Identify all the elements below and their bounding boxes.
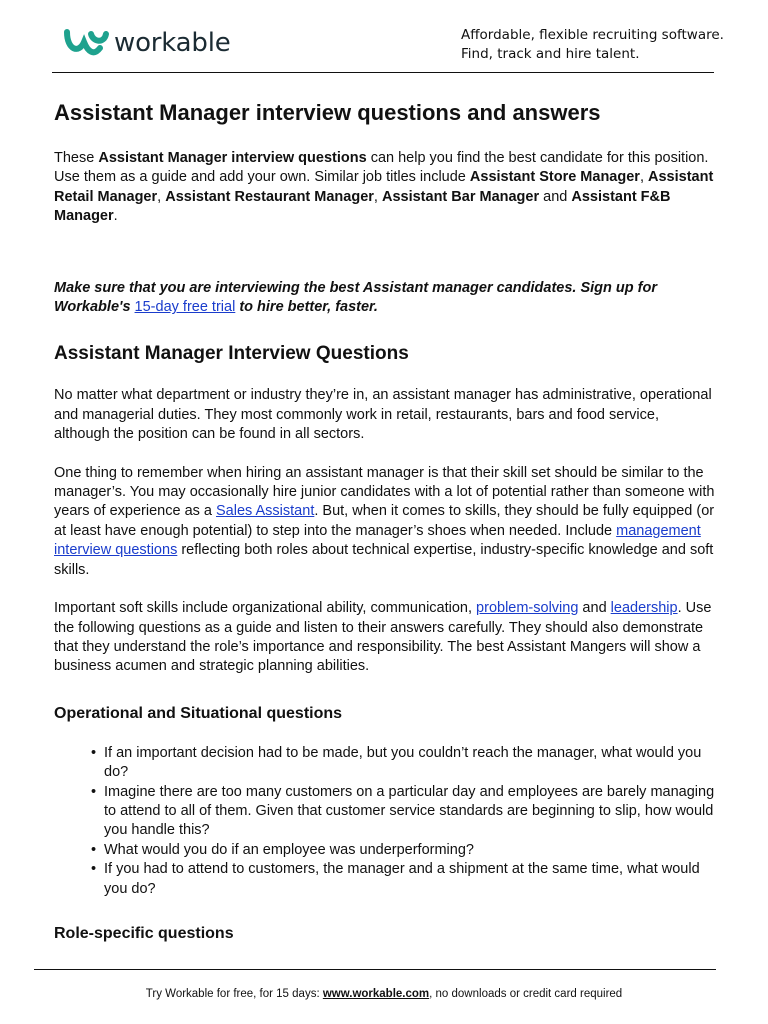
list-item: • If you had to attend to customers, the manager and a shipment at the same time, what would you do? bbox=[104, 860, 718, 899]
paragraph-soft-skills bbox=[54, 599, 718, 677]
tagline-line-2: Find, track and hire talent. bbox=[461, 46, 640, 62]
logo-text: workable bbox=[114, 28, 231, 58]
intro-bold: Assistant Bar Manager bbox=[381, 188, 540, 205]
free-trial-link[interactable]: 15-day free trial bbox=[134, 299, 236, 316]
list-item: • Imagine there are too many customers on a particular day and employees are barely managing to attend to all of them. Given that customer service standards are beginning to slip, how would you handle this? bbox=[104, 783, 718, 841]
cta-text: Make sure that you are interviewing the best Assistant manager candidates. Sign up for Workable's bbox=[54, 279, 657, 316]
intro-text: can help you find the best candidate for this position. Use them as a guide and add your own. Similar job titles include bbox=[54, 150, 709, 186]
header-divider bbox=[52, 72, 714, 73]
footer-divider bbox=[34, 969, 716, 970]
list-item: • What would you do if an employee was underperforming? bbox=[104, 841, 718, 860]
tagline-line-1: Affordable, flexible recruiting software. bbox=[461, 27, 724, 43]
intro-text: , bbox=[157, 188, 166, 205]
list-item: • If an important decision had to be made, but you couldn’t reach the manager, what would you do? bbox=[104, 744, 718, 783]
intro-text: . bbox=[113, 208, 118, 225]
workable-logo-icon bbox=[64, 28, 110, 58]
cta-paragraph bbox=[54, 279, 718, 318]
intro-text: and bbox=[539, 188, 572, 205]
management-interview-questions-link[interactable]: management interview questions bbox=[54, 522, 701, 559]
paragraph-text: reflecting both roles about technical expertise, industry-specific knowledge and soft skills. bbox=[54, 542, 714, 578]
cta-text: to hire better, faster. bbox=[235, 299, 378, 316]
header bbox=[0, 0, 768, 74]
page-title: Assistant Manager interview questions and answers bbox=[54, 100, 601, 125]
footer bbox=[0, 988, 768, 1000]
workable-logo[interactable] bbox=[64, 28, 231, 58]
intro-bold: Assistant Manager interview questions bbox=[98, 150, 367, 166]
paragraph-text: and bbox=[578, 600, 611, 617]
workable-website-link[interactable]: www.workable.com bbox=[322, 988, 430, 1000]
intro-text: These bbox=[54, 150, 99, 166]
section-heading-operational: Operational and Situational questions bbox=[54, 704, 343, 722]
intro-text: , bbox=[639, 169, 648, 186]
paragraph-text: Important soft skills include organizational ability, communication, bbox=[54, 600, 477, 617]
intro-paragraph bbox=[54, 149, 718, 227]
intro-bold: Assistant Restaurant Manager bbox=[165, 188, 374, 205]
paragraph-text: One thing to remember when hiring an assistant manager is that their skill set should be similar to the manager’s. You may occasionally hire junior candidates with a lot of potential rather than someone with years of experience as a bbox=[54, 464, 715, 520]
intro-bold: Assistant Store Manager bbox=[469, 169, 640, 186]
paragraph-skill-set bbox=[54, 464, 718, 580]
intro-bold: Assistant F&B Manager bbox=[54, 188, 671, 225]
document-body bbox=[54, 98, 718, 945]
problem-solving-link[interactable]: problem-solving bbox=[476, 600, 579, 617]
intro-text: , bbox=[373, 188, 382, 205]
operational-questions-list bbox=[54, 744, 718, 899]
intro-bold: Assistant Retail Manager bbox=[54, 169, 714, 205]
leadership-link[interactable]: leadership bbox=[610, 600, 678, 617]
paragraph-text: . But, when it comes to skills, they should be fully equipped (or at least have enough potential) to step into the manager’s shoes when needed. Include bbox=[54, 503, 715, 539]
footer-text: Try Workable for free, for 15 days: bbox=[145, 988, 323, 1000]
footer-text: , no downloads or credit card required bbox=[429, 988, 623, 1000]
paragraph-text: . Use the following questions as a guide and listen to their answers carefully. They should also demonstrate that they understand the role’s importance and responsibility. The best Assistant Mangers will show a business acumen and strategic planning abilities. bbox=[54, 600, 712, 675]
tagline bbox=[461, 26, 724, 64]
sales-assistant-link[interactable]: Sales Assistant bbox=[216, 503, 315, 520]
paragraph-duties: No matter what department or industry they’re in, an assistant manager has administrative, operational and managerial duties. They most commonly work in retail, restaurants, bars and food service, although the position can be found in all sectors. bbox=[54, 387, 712, 443]
section-heading-role-specific: Role-specific questions bbox=[54, 924, 234, 942]
section-heading-interview-questions: Assistant Manager Interview Questions bbox=[54, 343, 409, 365]
